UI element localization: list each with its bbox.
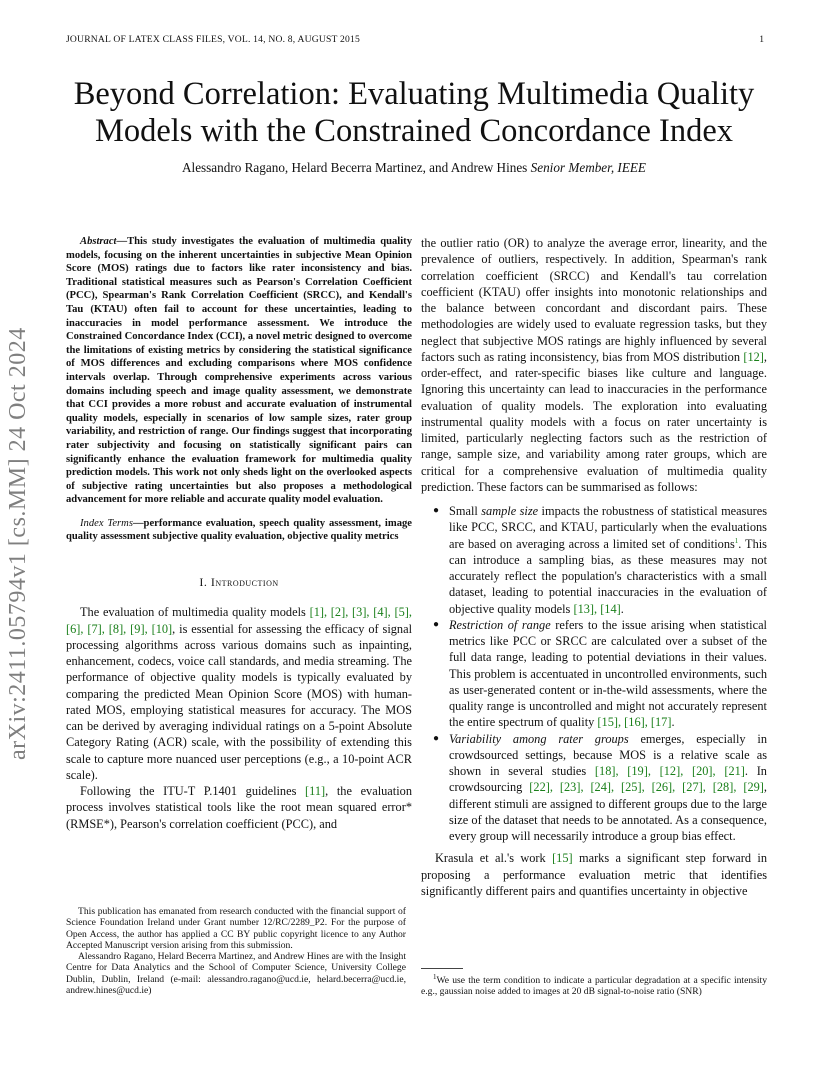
text-run: , is essential for assessing the efficacy of signal processing algorithms across various domains such as inpainting, enhancement, codecs, voice call standards, and media streaming. The performance of objective quality models is typically evaluated by comparing the predicted Mean Opinion Score (MOS) with human-rated MOS, employing statistical measures for accuracy. The MOS can be derived by averaging individual ratings on a 5-point Absolute Category Rating (ACR) scale, with the possibility of extending this scale to capture more nuanced user perceptions (e.g., a 10-point ACR scale). <box>66 621 413 782</box>
citation-links[interactable]: [1], [2], [3], [4], [5], [6], [7], [8], [9], [10] <box>66 605 412 636</box>
abstract-label: Abstract <box>80 236 117 247</box>
footnote-mark: 1 <box>433 972 437 981</box>
citation-link[interactable]: [15] <box>552 851 573 866</box>
intro-paragraph-1 <box>66 604 412 783</box>
right-column <box>421 235 767 899</box>
bullet-icon: ● <box>433 505 440 516</box>
abstract <box>66 235 412 507</box>
bullet-icon: ● <box>433 732 440 744</box>
condition-footnote <box>421 972 767 998</box>
abstract-text: —This study investigates the evaluation of multimedia quality models, focusing on the inherent uncertainties in subjective Mean Opinion Score (MOS) ratings due to factors like rater inconsistency and bias. Traditional statistical measures such as Pearson's Correlation Coefficient (PCC), Spearman's Rank Correlation Coefficient (SRCC), and Kendall's Tau (KTAU) often fail to account for these uncertainties, leading to inaccuracies in model performance assessment. We introduce the Constrained Concordance Index (CCI), a novel metric designed to overcome the limitations of existing metrics by considering the statistical significance of MOS differences and excluding comparisons where MOS confidence intervals overlap. Through comprehensive experiments across various domains including speech and image quality assessment, we demonstrate that CCI provides a more robust and accurate evaluation of instrumental quality models, especially in scenarios of low sample sizes, rater group variability, and restriction of range. Our findings suggest that incorporating rater subjectivity and focusing on statistically significant pairs can significantly enhance the evaluation framework for multimedia quality prediction models. This work not only sheds light on the overlooked aspects of subjective rating uncertainties but also proposes a methodological advancement for more reliable and accurate quality model evaluation. <box>66 236 412 506</box>
text-run: The evaluation of multimedia quality models <box>80 605 310 620</box>
footnote-divider <box>421 968 463 969</box>
text-run: , the evaluation process involves statistical tools like the root mean squared error* (RMSE*), Pearson's correlation coefficient (PCC), and <box>66 784 412 831</box>
footnote-text: We use the term condition to indicate a particular degradation at a specific intensity e.g., gaussian noise added to images at 20 dB signal-to-noise ratio (SNR) <box>421 975 767 998</box>
footnote-marker[interactable]: 1 <box>734 536 739 545</box>
index-terms <box>66 517 412 544</box>
emphasis: sample size <box>481 504 539 518</box>
right-paragraph-1 <box>421 235 767 495</box>
right-footnote <box>421 972 767 998</box>
citation-link[interactable]: [11] <box>305 784 326 799</box>
text-run: Small <box>449 504 482 518</box>
list-item-rater-variability <box>421 731 767 845</box>
text-run: emerges, especially in crowdsourced settings, because MOS is a relative scale as shown in several studies <box>449 731 767 778</box>
text-run: . <box>671 715 675 730</box>
citation-links[interactable]: [13], [14] <box>573 601 621 616</box>
paper-title: Beyond Correlation: Evaluating Multimedia Quality Models with the Constrained Concordance Index <box>73 76 755 149</box>
list-item-restriction-of-range <box>421 617 767 731</box>
funding-footnote: This publication has emanated from research conducted with the financial support of Science Foundation Ireland under Grant number 12/RC/2289_P2. For the purpose of Open Access, the author has applied a CC BY public copyright licence to any Author Accepted Manuscript version arising from this submission. <box>66 906 406 951</box>
emphasis: Variability among rater groups <box>449 731 629 746</box>
affiliation-footnote: Alessandro Ragano, Helard Becerra Martinez, and Andrew Hines are with the Insight Centre for Data Analytics and the School of Computer Science, University College Dublin, Dublin, Ireland (e-mail: alessandro.ragano@ucd.ie, helard.becerra@ucd.ie, andrew.hines@ucd.ie) <box>66 951 406 997</box>
text-run: refers to the issue arising when statistical metrics like PCC or SRCC are calculated over a subset of the full data range, leading to potential deviations in their values. This problem is accentuated in uncontrolled environments, such as user-generated content or in-the-wild assessments, where the quality range is uncontrolled and might not accurately represent the entire spectrum of quality <box>449 617 767 730</box>
section-heading-introduction: I. Introduction <box>199 575 279 590</box>
citation-link[interactable]: [12] <box>743 349 764 364</box>
running-header: JOURNAL OF LATEX CLASS FILES, VOL. 14, NO. 8, AUGUST 2015 <box>66 34 360 45</box>
right-paragraph-2 <box>421 850 767 899</box>
intro-paragraph-2 <box>66 783 412 832</box>
text-run: , different stimuli are assigned to different groups due to the large size of the dataset that needs to be annotated. As a consequence, every group will necessarily introduce a group bias effect. <box>449 780 767 843</box>
index-terms-label: Index Terms <box>80 517 133 529</box>
text-run: . <box>620 601 624 616</box>
index-terms-text: —performance evaluation, speech quality assessment, image quality assessment subjective quality evaluation, objective quality metrics <box>66 517 412 543</box>
list-item-sample-size <box>421 503 767 617</box>
citation-links[interactable]: [22], [23], [24], [25], [26], [27], [28], [29] <box>529 780 764 795</box>
text-run: the outlier ratio (OR) to analyze the average error, linearity, and the prevalence of outliers, respectively. In addition, Spearman's rank correlation coefficient (SRCC) and Kendall's tau correlation coefficient (KTAU) offer insights into monotonic relationships and the balance between concordant and discordant pairs. These methodologies are widely used to evaluate regression tasks, but they neglect that subjective MOS ratings are highly influenced by several factors such as rating inconsistency, bias from MOS distribution <box>421 236 767 364</box>
bullet-icon: ● <box>433 618 440 630</box>
text-run: . This can introduce a sampling bias, as these measures may not accurately reflect the population's characteristics with a small dataset, leading to potential inaccuracies in the evaluation of objective quality models <box>449 536 767 616</box>
left-footnotes <box>66 906 406 996</box>
text-run: , order-effect, and rater-specific biases like culture and language. Ignoring this uncertainty can lead to inaccuracies in the performance evaluation of quality models. The exploration into evaluating instrumental quality models with a focus on rater uncertainty is limited, particularly neglecting factors such as the restriction of range, sample size, and variability among rater groups, which are critical for a comprehensive evaluation of multimedia quality prediction. These factors can be summarised as follows: <box>421 349 767 494</box>
text-run: Krasula et al.'s work <box>435 851 553 866</box>
text-run: Following the ITU-T P.1401 guidelines <box>80 784 306 799</box>
arxiv-stamp: arXiv:2411.05794v1 [cs.MM] 24 Oct 2024 <box>5 327 31 760</box>
citation-links[interactable]: [15], [16], [17] <box>597 715 672 730</box>
author-names: Alessandro Ragano, Helard Becerra Martinez, and Andrew Hines <box>182 160 531 175</box>
text-run: . In crowdsourcing <box>449 764 767 795</box>
author-role: Senior Member, IEEE <box>530 160 646 175</box>
text-run: impacts the robustness of statistical measures like PCC, SRCC, and KTAU, particularly when the evaluations are based on averaging across a limited set of conditions <box>449 504 768 551</box>
left-column <box>66 235 412 832</box>
text-run: marks a significant step forward in proposing a performance evaluation metric that identifies significantly different pairs and quantifies uncertainty in objective <box>421 851 767 898</box>
citation-links[interactable]: [18], [19], [12], [20], [21] <box>594 764 745 778</box>
author-list <box>40 160 788 176</box>
emphasis: Restriction of range <box>449 617 551 632</box>
page-number: 1 <box>759 34 764 45</box>
factor-list <box>421 503 767 844</box>
